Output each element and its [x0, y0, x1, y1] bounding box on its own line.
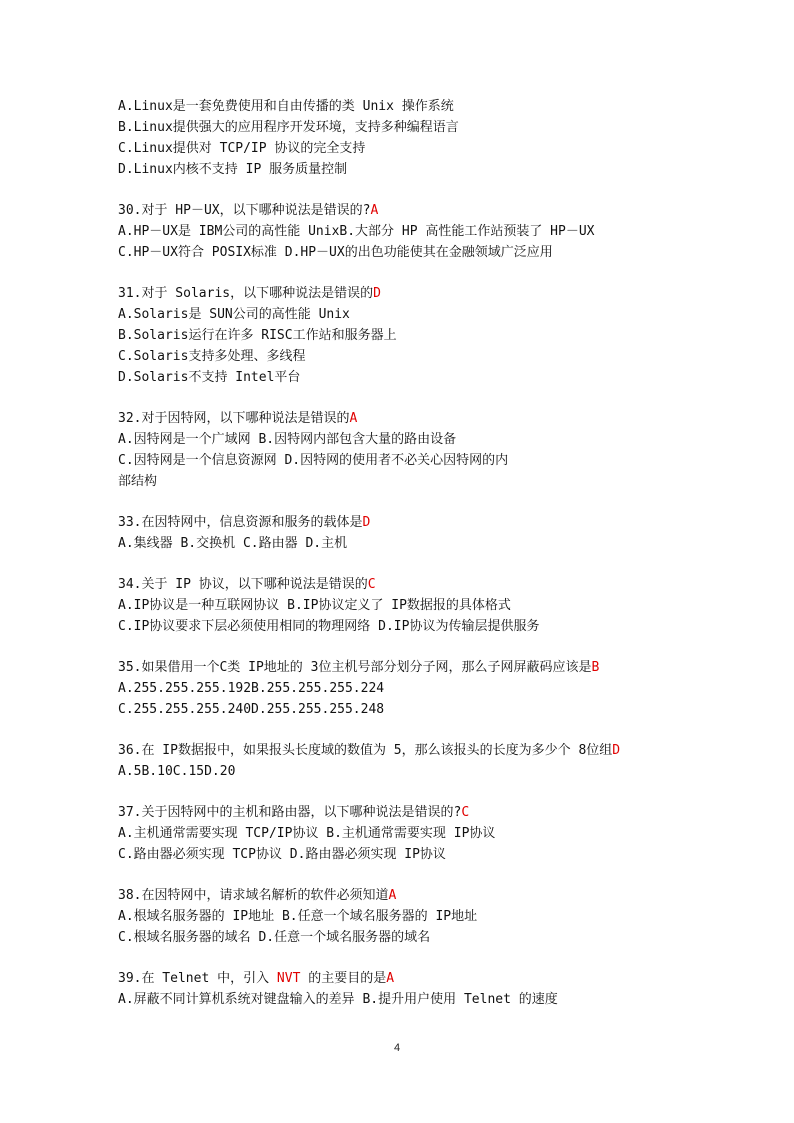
- option-line: A.Linux是一套免费使用和自由传播的类 Unix 操作系统: [118, 99, 454, 114]
- question-37: [118, 802, 678, 865]
- option-line: 部结构: [118, 474, 158, 489]
- answer-mark: D: [373, 286, 381, 301]
- answer-mark: A: [386, 971, 395, 986]
- question-text: 30.对于 HP－UX，以下哪种说法是错误的?A: [118, 203, 379, 218]
- page-content: [118, 96, 678, 1010]
- question-text: 35.如果借用一个C类 IP地址的 3位主机号部分划分子网，那么子网屏蔽码应该是B: [118, 660, 600, 675]
- answer-mark: A: [388, 888, 397, 903]
- question-31: [118, 283, 678, 388]
- question-30: [118, 200, 678, 263]
- page-number: 4: [393, 1042, 401, 1054]
- question-text: 37.关于因特网中的主机和路由器，以下哪种说法是错误的?C: [118, 805, 470, 820]
- option-line: C.根域名服务器的域名 D.任意一个域名服务器的域名: [118, 930, 431, 945]
- question-text: 36.在 IP数据报中，如果报头长度域的数值为 5，那么该报头的长度为多少个 8位组D: [118, 743, 621, 758]
- option-line: A.主机通常需要实现 TCP/IP协议 B.主机通常需要实现 IP协议: [118, 826, 496, 841]
- option-line: A.屏蔽不同计算机系统对键盘输入的差异 B.提升用户使用 Telnet 的速度: [118, 992, 558, 1007]
- answer-mark: D: [612, 743, 621, 758]
- option-line: A.IP协议是一种互联网协议 B.IP协议定义了 IP数据报的具体格式: [118, 598, 511, 613]
- answer-mark: A: [370, 203, 379, 218]
- option-line: C.Solaris支持多处理、多线程: [118, 349, 306, 364]
- option-line: A.根域名服务器的 IP地址 B.任意一个域名服务器的 IP地址: [118, 909, 478, 924]
- option-line: C.IP协议要求下层必须使用相同的物理网络 D.IP协议为传输层提供服务: [118, 619, 540, 634]
- option-line: C.HP－UX符合 POSIX标准 D.HP－UX的出色功能使其在金融领域广泛应用: [118, 245, 553, 260]
- option-line: D.Solaris不支持 Intel平台: [118, 370, 301, 385]
- question-39: [118, 968, 678, 1010]
- answer-mark: A: [349, 411, 358, 426]
- nvt-term: NVT: [276, 971, 301, 986]
- option-line: A.因特网是一个广域网 B.因特网内部包含大量的路由设备: [118, 432, 457, 447]
- question-text: 31.对于 Solaris，以下哪种说法是错误的D: [118, 286, 381, 301]
- question-32: [118, 408, 678, 492]
- question-35: [118, 657, 678, 720]
- question-text: 39.在 Telnet 中，引入 NVT 的主要目的是A: [118, 971, 395, 986]
- option-line: C.Linux提供对 TCP/IP 协议的完全支持: [118, 141, 366, 156]
- option-line: C.路由器必须实现 TCP协议 D.路由器必须实现 IP协议: [118, 847, 446, 862]
- answer-mark: D: [362, 515, 371, 530]
- option-line: B.Linux提供强大的应用程序开发环境，支持多种编程语言: [118, 120, 459, 135]
- option-line: A.255.255.255.192B.255.255.255.224: [118, 681, 385, 696]
- question-36: [118, 740, 678, 782]
- question-34: [118, 574, 678, 637]
- option-line: A.HP－UX是 IBM公司的高性能 UnixB.大部分 HP 高性能工作站预装了 HP－UX: [118, 224, 595, 239]
- question-text: 38.在因特网中，请求域名解析的软件必须知道A: [118, 888, 397, 903]
- option-line: B.Solaris运行在许多 RISC工作站和服务器上: [118, 328, 397, 343]
- option-line: D.Linux内核不支持 IP 服务质量控制: [118, 162, 348, 177]
- question-33: [118, 512, 678, 554]
- option-line: C.因特网是一个信息资源网 D.因特网的使用者不必关心因特网的内: [118, 453, 509, 468]
- question-text: 33.在因特网中，信息资源和服务的载体是D: [118, 515, 371, 530]
- question-text: 34.关于 IP 协议，以下哪种说法是错误的C: [118, 577, 376, 592]
- answer-mark: C: [461, 805, 470, 820]
- option-line: A.5B.10C.15D.20: [118, 764, 236, 779]
- answer-mark: B: [591, 660, 600, 675]
- option-line: A.Solaris是 SUN公司的高性能 Unix: [118, 307, 350, 322]
- question-text: 32.对于因特网，以下哪种说法是错误的A: [118, 411, 358, 426]
- question-38: [118, 885, 678, 948]
- intro-options: [118, 96, 678, 180]
- option-line: C.255.255.255.240D.255.255.255.248: [118, 702, 385, 717]
- answer-mark: C: [367, 577, 376, 592]
- option-line: A.集线器 B.交换机 C.路由器 D.主机: [118, 536, 348, 551]
